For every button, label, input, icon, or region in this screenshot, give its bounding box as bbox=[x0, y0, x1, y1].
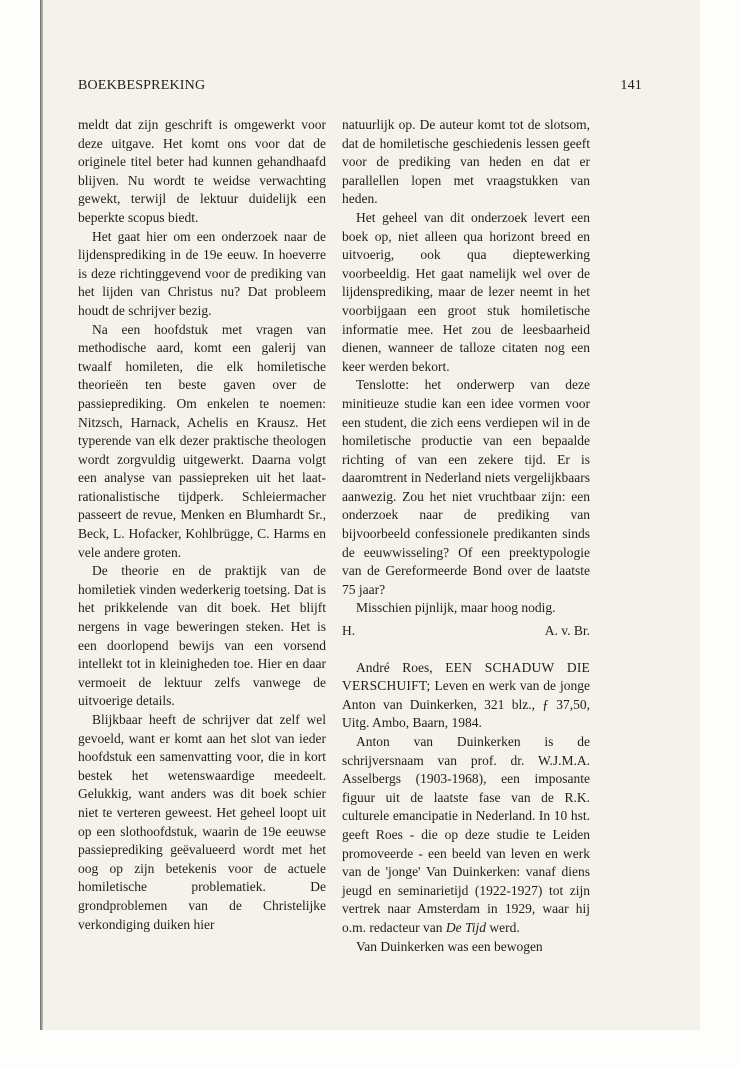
paragraph: Na een hoofdstuk met vragen van methodische aard, komt een galerij van twaalf homileten, die elk homiletische theorieën ten beste gaven over de passieprediking. Om enkelen te noemen: Nitzsch, Harnack, Achelis en Krausz. Het typerende van elk dezer praktische theologen wordt zorgvuldig uitgewerkt. Daarna volgt een analyse van passiepreken uit het laat-rationalistische tijdperk. Schleiermacher passeert de revue, Menken en Blumhardt Sr., Beck, L. Hofacker, Kohlbrügge, C. Harms en vele andere groten. bbox=[78, 321, 326, 560]
book-reference bbox=[342, 659, 590, 733]
right-column bbox=[342, 116, 590, 956]
paragraph: Het geheel van dit onderzoek levert een boek op, niet alleen qua horizont breed en uitvoerig, ook qua dieptewerking voorbeeldig. Het gaat namelijk wel over de lijdensprediking, maar de lezer neemt in het voorbijgaan een groot stuk homiletische informatie mee. Het zou de leesbaarheid dienen, wanneer de talloze citaten nog een keer werden bekort. bbox=[342, 209, 590, 374]
paragraph: Tenslotte: het onderwerp van deze minitieuze studie kan een idee vormen voor een student, die zich eens verdiepen wil in de homiletische productie van een bepaalde richting of van een zekere tijd. Er is daaromtrent in Nederland niets vergelijkbaars aanwezig. Zou het niet vruchtbaar zijn: een onderzoek naar de prediking van bijvoorbeeld confessionele predikanten sinds de eeuwwisseling? Of een preektypologie van de Gereformeerde Bond over de laatste 75 jaar? bbox=[342, 377, 590, 597]
paragraph: Misschien pijnlijk, maar hoog nodig. bbox=[356, 600, 556, 616]
left-column bbox=[78, 116, 326, 934]
italic-title: De Tijd bbox=[445, 919, 486, 935]
review-text: Anton van Duinkerken is de schrijversnaam van prof. dr. W.J.M.A. Asselbergs (1903-1968), een imposante figuur uit de laatste fase van de R.K. culturele emancipatie in Nederland. In 10 hst. geeft Roes - die op deze studie te Leiden promoveerde - een beeld van leven en werk van de 'jonge' Van Duinkerken: vanaf diens jeugd en seminarietijd (1922-1927) tot zijn vertrek naar Amsterdam in 1929, waar hij o.m. redacteur van bbox=[342, 734, 590, 935]
review-text-end: werd. bbox=[489, 919, 520, 935]
book-author: André Roes, bbox=[356, 659, 433, 675]
paragraph: Blijkbaar heeft de schrijver dat zelf wel gevoeld, want er komt aan het slot van ieder hoofdstuk een samenvatting voor, die in kort bestek het wetenswaardige meedeelt. Gelukkig, want anders was dit boek schier niet te verteren geweest. Het geheel loopt uit op een slothoofdstuk, waarin de 19e eeuwse passieprediking geëvalueerd wordt met het oog op zijn betekenis voor de actuele homiletische problematiek. De grondproblemen van de Christelijke verkondiging duiken hier bbox=[78, 712, 326, 932]
signature-name: A. v. Br. bbox=[544, 623, 590, 639]
page-header bbox=[78, 78, 642, 100]
paragraph: Van Duinkerken was een bewogen bbox=[356, 938, 543, 954]
signature-initial: H. bbox=[342, 623, 356, 639]
paragraph: De theorie en de praktijk van de homiletiek vinden wederkerig toetsing. Dat is het prikkelende van dit boek. Het blijft nergens in vage beweringen steken. Het is een doorlopend bewijs van een vorsend intellekt tot in kleinigheden toe. Hier en daar vermoeit de lektuur zelfs vanwege de uitvoerige details. bbox=[78, 563, 326, 709]
binding-fold bbox=[40, 0, 43, 1030]
running-title: BOEKBESPREKING bbox=[78, 78, 206, 93]
book-details: Leven en werk van de jonge Anton van Duinkerken, 321 blz., ƒ 37,50, Uitg. Ambo, Baarn, 1984. bbox=[342, 678, 591, 731]
page-number: 141 bbox=[620, 78, 642, 93]
paragraph: Het gaat hier om een onderzoek naar de lijdensprediking in de 19e eeuw. In hoeverre is deze richtinggevend voor de prediking van het lijden van Christus nu? Dat probleem houdt de schrijver bezig. bbox=[78, 228, 326, 318]
paragraph: meldt dat zijn geschrift is omgewerkt voor deze uitgave. Het komt ons voor dat de originele titel beter had kunnen gehandhaafd blijven. Nu wordt te weidse verwachting gewekt, terwijl de lektuur duidelijk een beperkte scopus biedt. bbox=[78, 117, 326, 225]
book-title: EEN SCHADUW DIE VERSCHUIFT; bbox=[342, 659, 590, 694]
paragraph: natuurlijk op. De auteur komt tot de slotsom, dat de homiletische geschiedenis lessen geeft voor de prediking van heden en dat er parallellen lopen met vraagstukken van heden. bbox=[342, 117, 590, 207]
reviewer-signature bbox=[342, 622, 590, 641]
paragraph bbox=[342, 733, 590, 938]
